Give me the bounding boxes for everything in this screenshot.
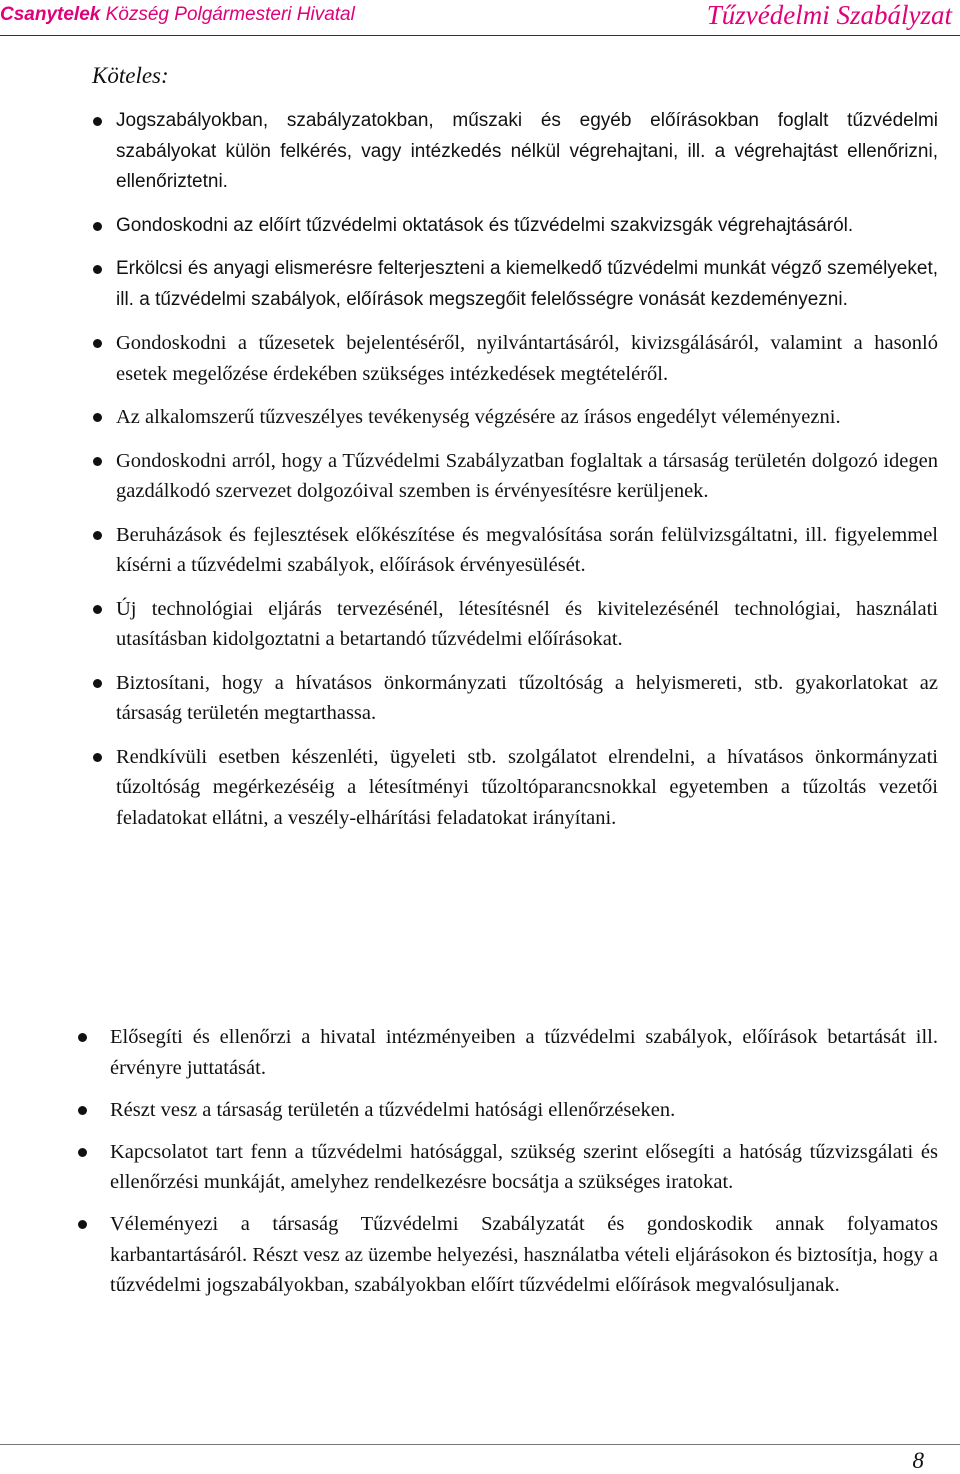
list-item: Részt vesz a társaság területén a tűzvédelmi hatósági ellenőrzéseken. bbox=[110, 1095, 938, 1126]
footer-divider bbox=[0, 1444, 960, 1445]
responsibilities-list bbox=[110, 1022, 938, 1312]
list-item: Az alkalomszerű tűzveszélyes tevékenység végzésére az írásos engedélyt véleményezni. bbox=[116, 402, 938, 433]
list-item: Rendkívüli esetben készenléti, ügyeleti stb. szolgálatot elrendelni, a hívatásos önkormányzati tűzoltóság megérkezéséig a létesítményi tűzoltóparancsnokkal egyetemben a tűzoltás vezetői feladatokat ellátni, a veszély-elhárítási feladatokat irányítani. bbox=[116, 742, 938, 834]
list-item: Gondoskodni a tűzesetek bejelentéséről, nyilvántartásáról, kivizsgálásáról, valamint a hasonló esetek megelőzése érdekében szükséges intézkedések megtételéről. bbox=[116, 328, 938, 389]
organization-name-bold: Csanytelek bbox=[0, 4, 101, 25]
list-item: Jogszabályokban, szabályzatokban, műszaki és egyéb előírásokban foglalt tűzvédelmi szabályokat külön felkérés, vagy intézkedés nélkül végrehajtani, ill. a végrehajtást ellenőrizni, ellenőriztetni. bbox=[116, 106, 938, 198]
organization-name-rest: Község Polgármesteri Hivatal bbox=[105, 4, 355, 25]
list-item: Beruházások és fejlesztések előkészítése és megvalósítása során felülvizsgáltatni, ill. figyelemmel kísérni a tűzvédelmi szabályok, előírások érvényesülését. bbox=[116, 520, 938, 581]
list-item: Véleményezi a társaság Tűzvédelmi Szabályzatát és gondoskodik annak folyamatos karbantartásáról. Részt vesz az üzembe helyezési, használatba vételi eljárásokon és biztosítja, hogy a tűzvédelmi jogszabályokban, szabályokban előírt tűzvédelmi előírások megvalósuljanak. bbox=[110, 1209, 938, 1301]
organization-name bbox=[0, 4, 355, 26]
list-item: Biztosítani, hogy a hívatásos önkormányzati tűzoltóság a helyismereti, stb. gyakorlatokat az társaság területén megtarthassa. bbox=[116, 668, 938, 729]
list-item: Kapcsolatot tart fenn a tűzvédelmi hatósággal, szükség szerint elősegíti a hatóság tűzvizsgálati és ellenőrzési munkáját, amelyhez rendelkezésre bocsátja a szükséges iratokat. bbox=[110, 1137, 938, 1198]
header-divider bbox=[0, 35, 960, 36]
list-item: Gondoskodni arról, hogy a Tűzvédelmi Szabályzatban foglaltak a társaság területén dolgozó idegen gazdálkodó szervezet dolgozóival szemben is érvényesítésre kerüljenek. bbox=[116, 446, 938, 507]
list-item: Elősegíti és ellenőrzi a hivatal intézményeiben a tűzvédelmi szabályok, előírások betartását ill. érvényre juttatását. bbox=[110, 1022, 938, 1083]
section-title: Köteles: bbox=[92, 63, 169, 88]
page-header bbox=[0, 0, 960, 34]
duties-list bbox=[116, 106, 938, 846]
list-item: Erkölcsi és anyagi elismerésre felterjeszteni a kiemelkedő tűzvédelmi munkát végző személyeket, ill. a tűzvédelmi szabályok, előírások megszegőit felelősségre vonását kezdeményezni. bbox=[116, 254, 938, 315]
list-item: Gondoskodni az előírt tűzvédelmi oktatások és tűzvédelmi szakvizsgák végrehajtásáról. bbox=[116, 211, 938, 242]
page-number: 8 bbox=[912, 1448, 924, 1473]
list-item: Új technológiai eljárás tervezésénél, létesítésnél és kivitelezésénél technológiai, használati utasításban kidolgoztatni a betartandó tűzvédelmi előírásokat. bbox=[116, 594, 938, 655]
document-title: Tűzvédelmi Szabályzat bbox=[706, 0, 952, 30]
